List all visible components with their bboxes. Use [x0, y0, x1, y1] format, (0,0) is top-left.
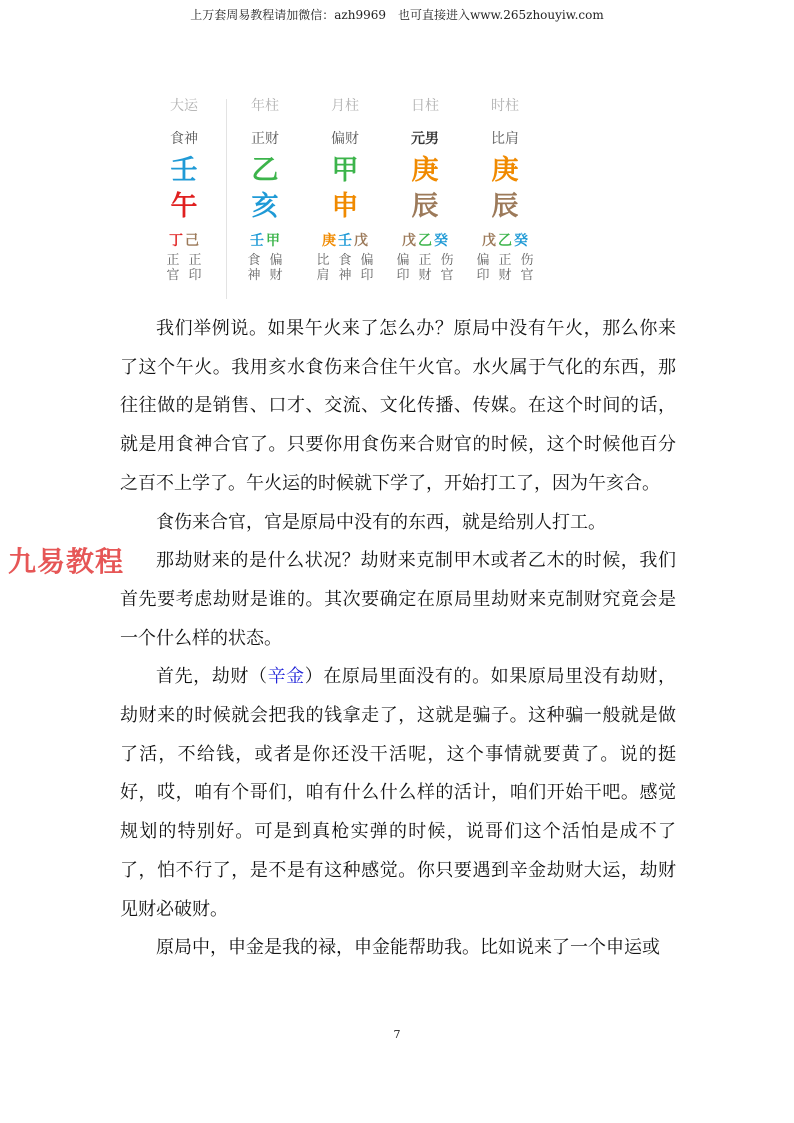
hidden-god — [269, 253, 283, 283]
hidden-stems — [465, 231, 545, 251]
heavenly-stem: 壬 — [170, 155, 198, 186]
hidden-god-char-1: 正 — [188, 253, 202, 268]
hidden-god — [247, 253, 261, 283]
ten-god: 元男 — [411, 131, 439, 147]
hidden-god-char-1: 伤 — [440, 253, 454, 268]
hidden-stems — [385, 231, 465, 251]
ten-god: 比肩 — [491, 131, 519, 147]
hidden-god-char-1: 正 — [166, 253, 180, 268]
pillar-title: 年柱 — [251, 98, 279, 114]
bazi-chart — [144, 95, 564, 305]
hidden-god — [498, 253, 512, 283]
hidden-gods — [385, 253, 465, 283]
hidden-god-char-2: 官 — [440, 268, 454, 283]
hidden-god — [338, 253, 352, 283]
pillar-title: 时柱 — [491, 98, 519, 114]
hidden-god-char-1: 食 — [338, 253, 352, 268]
hidden-stem: 甲 — [266, 233, 280, 249]
body-text — [120, 310, 676, 968]
hidden-gods — [144, 253, 224, 283]
earthly-branch: 辰 — [411, 191, 439, 222]
hidden-stem: 壬 — [250, 233, 264, 249]
paragraph-4 — [120, 658, 676, 929]
hidden-god-char-2: 财 — [498, 268, 512, 283]
pillar-title: 月柱 — [331, 98, 359, 114]
hidden-god — [188, 253, 202, 283]
hidden-god — [166, 253, 180, 283]
hidden-god-char-1: 比 — [316, 253, 330, 268]
hidden-god — [520, 253, 534, 283]
hidden-stem: 戊 — [402, 233, 416, 249]
hidden-gods — [465, 253, 545, 283]
paragraph-4-rest: ）在原局里面没有的。如果原局里没有劫财，劫财来的时候就会把我的钱拿走了，这就是骗子。这种骗一般就是做了活，不给钱，或者是你还没干活呢，这个事情就要黄了。说的挺好，哎，咱有个哥们，咱有什么什么样的活计，咱们开始干吧。感觉规划的特别好。可是到真枪实弹的时候，说哥们这个活怕是成不了了，怕不行了，是不是有这种感觉。你只要遇到辛金劫财大运，劫财见财必破财。 — [120, 666, 677, 920]
hidden-god-char-1: 偏 — [396, 253, 410, 268]
hidden-god-char-2: 印 — [396, 268, 410, 283]
hidden-gods — [225, 253, 305, 283]
hidden-stems — [144, 231, 224, 251]
pillar-title: 大运 — [170, 98, 198, 114]
hidden-god — [360, 253, 374, 283]
paragraph-3: 那劫财来的是什么状况？劫财来克制甲木或者乙木的时候，我们首先要考虑劫财是谁的。其次要确定在原局里劫财来克制财究竟会是一个什么样的状态。 — [120, 550, 676, 649]
hidden-god-char-2: 神 — [247, 268, 261, 283]
pillar-column — [385, 95, 465, 283]
ten-god: 正财 — [251, 131, 279, 147]
hidden-god-char-1: 偏 — [269, 253, 283, 268]
paragraph-4-start: 首先，劫财（ — [156, 666, 268, 688]
hidden-god-char-1: 偏 — [360, 253, 374, 268]
hidden-god-char-2: 肩 — [316, 268, 330, 283]
paragraph-2: 食伤来合官，官是原局中没有的东西，就是给别人打工。 — [156, 511, 606, 533]
page-number: 7 — [393, 1028, 401, 1041]
hidden-god-char-2: 印 — [360, 268, 374, 283]
hidden-stem: 壬 — [338, 233, 352, 249]
hidden-god-char-2: 官 — [520, 268, 534, 283]
hidden-gods — [305, 253, 385, 283]
hidden-god-char-1: 食 — [247, 253, 261, 268]
hidden-stem: 乙 — [498, 233, 512, 249]
hidden-stem: 庚 — [322, 233, 336, 249]
hidden-god-char-2: 印 — [476, 268, 490, 283]
hidden-stems — [225, 231, 305, 251]
hidden-god-char-2: 官 — [166, 268, 180, 283]
hidden-god — [440, 253, 454, 283]
pillar-column — [225, 95, 305, 283]
hidden-god-char-1: 正 — [498, 253, 512, 268]
highlight-term: 辛金 — [267, 666, 305, 688]
heavenly-stem: 乙 — [251, 155, 279, 186]
paragraph-5: 原局中，申金是我的禄，申金能帮助我。比如说来了一个申运或 — [156, 937, 660, 959]
hidden-stem: 癸 — [514, 233, 528, 249]
pillar-column — [305, 95, 385, 283]
earthly-branch: 午 — [170, 191, 198, 222]
hidden-stem: 丁 — [169, 233, 183, 249]
hidden-stem: 戊 — [354, 233, 368, 249]
hidden-god — [396, 253, 410, 283]
pillar-column — [144, 95, 224, 283]
pillar-title: 日柱 — [411, 98, 439, 114]
earthly-branch: 申 — [331, 191, 359, 222]
hidden-god-char-2: 财 — [269, 268, 283, 283]
hidden-god — [476, 253, 490, 283]
hidden-stem: 戊 — [482, 233, 496, 249]
earthly-branch: 亥 — [251, 191, 279, 222]
heavenly-stem: 庚 — [411, 155, 439, 186]
heavenly-stem: 甲 — [331, 155, 359, 186]
hidden-god-char-1: 伤 — [520, 253, 534, 268]
hidden-god-char-2: 印 — [188, 268, 202, 283]
paragraph-1: 我们举例说。如果午火来了怎么办？原局中没有午火，那么你来了这个午火。我用亥水食伤来合住午火官。水火属于气化的东西，那往往做的是销售、口才、交流、文化传播、传媒。在这个时间的话，就是用食神合官了。只要你用食伤来合财官的时候，这个时候他百分之百不上学了。午火运的时候就下学了，开始打工了，因为午亥合。 — [120, 318, 676, 494]
hidden-stem: 己 — [185, 233, 199, 249]
watermark-logo: 九易教程 — [8, 545, 125, 578]
hidden-stems — [305, 231, 385, 251]
hidden-god — [316, 253, 330, 283]
earthly-branch: 辰 — [491, 191, 519, 222]
hidden-stem: 乙 — [418, 233, 432, 249]
pillar-column — [465, 95, 545, 283]
hidden-god-char-2: 财 — [418, 268, 432, 283]
hidden-god-char-2: 神 — [338, 268, 352, 283]
hidden-stem: 癸 — [434, 233, 448, 249]
ten-god: 食神 — [170, 131, 198, 147]
page-header: 上万套周易教程请加微信：azh9969 也可直接进入www.265zhouyiw.com — [190, 8, 604, 22]
hidden-god-char-1: 正 — [418, 253, 432, 268]
ten-god: 偏财 — [331, 131, 359, 147]
hidden-god-char-1: 偏 — [476, 253, 490, 268]
heavenly-stem: 庚 — [491, 155, 519, 186]
hidden-god — [418, 253, 432, 283]
